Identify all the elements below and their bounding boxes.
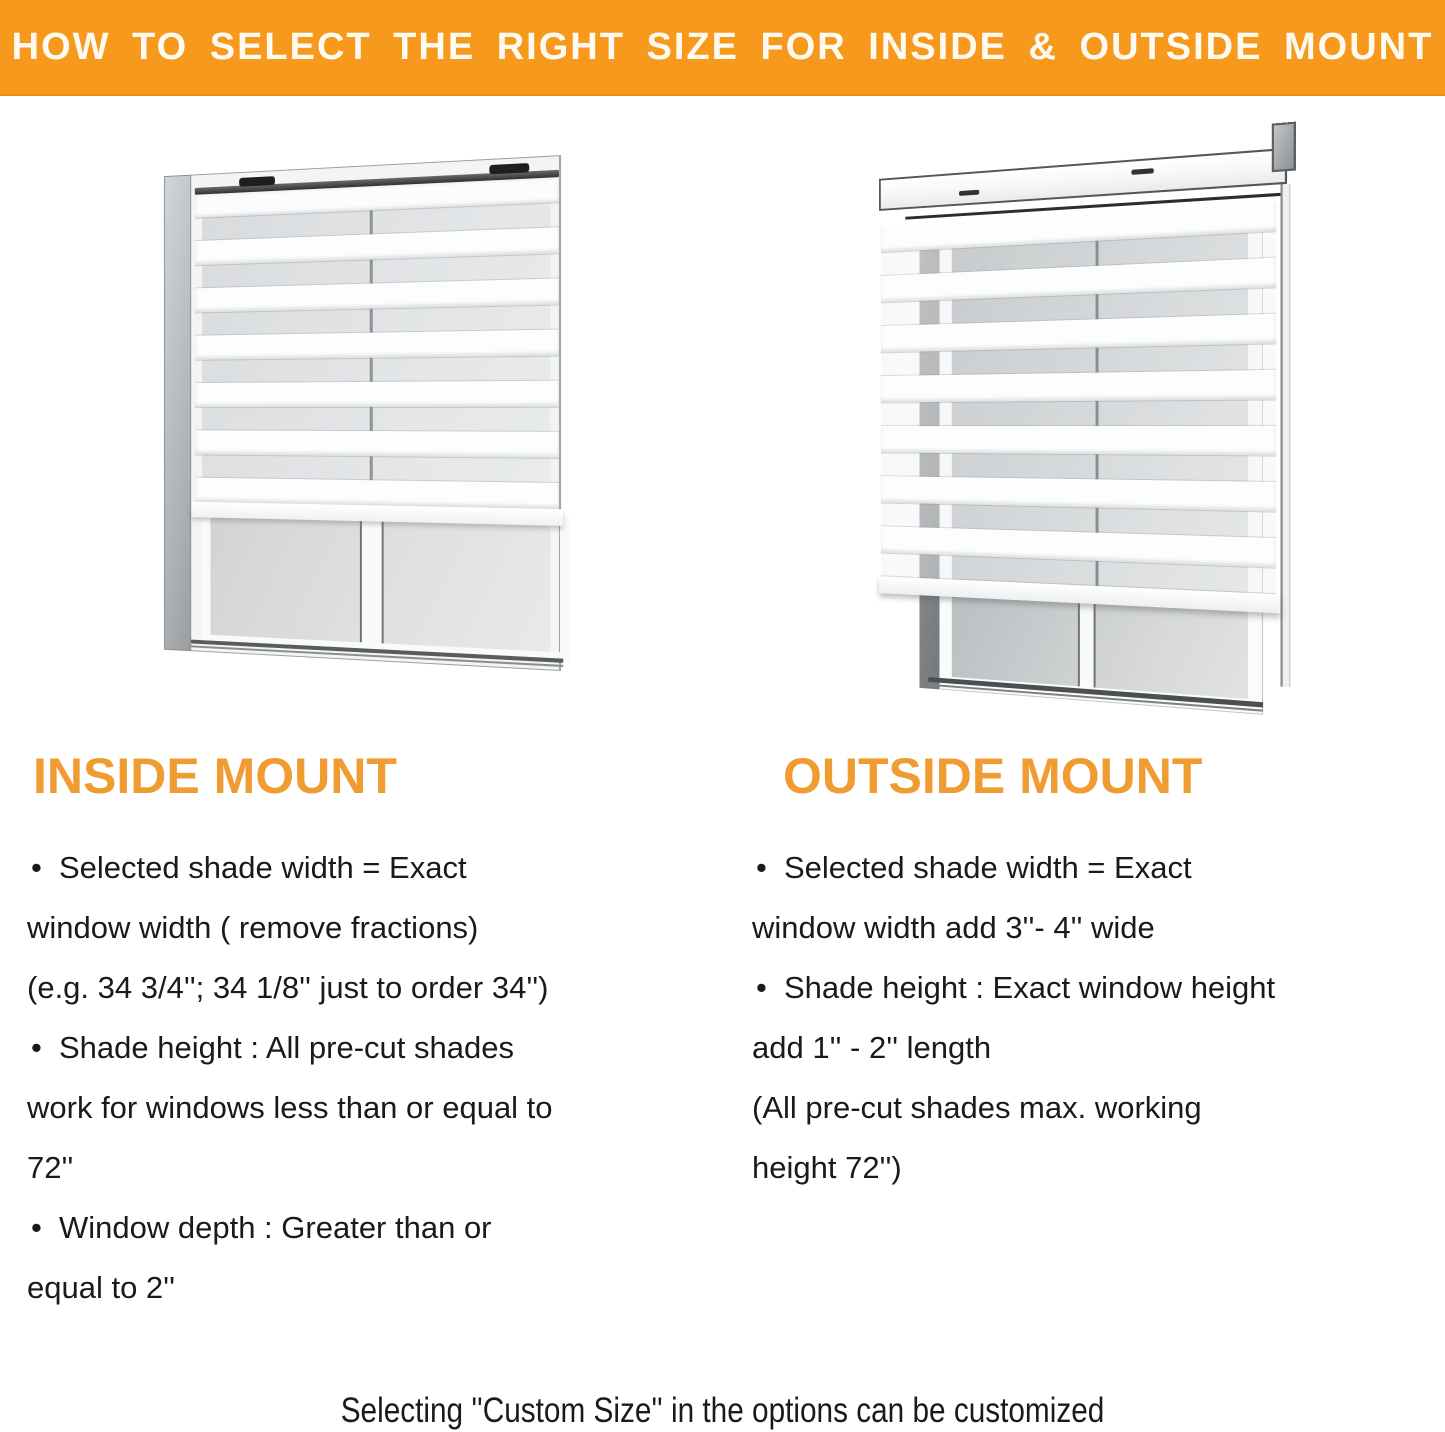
lower-pane-frame	[202, 509, 569, 662]
bullet-marker: •	[756, 850, 767, 885]
bullet-line: equal to 2''	[27, 1270, 176, 1305]
screw-slot-icon	[959, 190, 979, 196]
outside-mount-illustration	[862, 140, 1286, 715]
zebra-stripe-opaque	[195, 381, 559, 407]
bullet-line: window width add 3''- 4'' wide	[752, 910, 1155, 945]
window-left-jamb	[164, 175, 191, 652]
zebra-stripe-opaque	[881, 426, 1276, 456]
bullet-text: Selected shade width = Exact	[59, 850, 467, 885]
bullet-marker: •	[31, 850, 42, 885]
bullet-line: 72''	[27, 1150, 74, 1185]
zebra-stripe-opaque	[195, 430, 559, 458]
mounting-bracket-icon	[489, 163, 529, 174]
screw-slot-icon	[1131, 168, 1153, 175]
bullet-text: Shade height : Exact window height	[784, 970, 1276, 1005]
bullet-text: Selected shade width = Exact	[784, 850, 1192, 885]
bullet-text: Shade height : All pre-cut shades	[59, 1030, 514, 1065]
bullet-text: Window depth : Greater than or	[59, 1210, 492, 1245]
center-mullion	[360, 512, 384, 643]
inside-mount-bullets	[27, 838, 727, 1318]
inside-mount-window-3d	[162, 138, 565, 684]
bullet-line: (All pre-cut shades max. working	[752, 1090, 1202, 1125]
mounting-bracket-icon	[239, 176, 275, 187]
bullet-marker: •	[31, 1030, 42, 1065]
bullet-marker: •	[756, 970, 767, 1005]
zebra-stripe-opaque	[881, 370, 1276, 403]
footer-note: Selecting ''Custom Size'' in the options can be customized	[340, 1391, 1105, 1430]
outside-mount-window-3d	[879, 122, 1294, 733]
bullet-line	[27, 1018, 727, 1078]
bullet-line	[27, 838, 727, 898]
zebra-shade	[195, 179, 559, 509]
bullet-line: (e.g. 34 3/4''; 34 1/8'' just to order 34'')	[27, 970, 549, 1005]
header-title: HOW TO SELECT THE RIGHT SIZE FOR INSIDE & OUTSIDE MOUNT	[11, 25, 1434, 68]
inside-mount-heading: INSIDE MOUNT	[33, 748, 397, 804]
bullet-line: work for windows less than or equal to	[27, 1090, 553, 1125]
zebra-shade	[881, 202, 1276, 595]
header-banner	[0, 0, 1445, 96]
bullet-marker: •	[31, 1210, 42, 1245]
zebra-stripe-sheer	[195, 407, 559, 432]
outside-mount-bullets	[752, 838, 1445, 1198]
zebra-stripe-sheer	[881, 399, 1276, 426]
zebra-stripe-sheer	[195, 356, 559, 383]
headrail-end-cap	[1272, 122, 1296, 173]
inside-mount-illustration	[150, 150, 560, 672]
bullet-line	[752, 958, 1445, 1018]
bullet-line	[27, 1198, 727, 1258]
bullet-line: window width ( remove fractions)	[27, 910, 479, 945]
side-wall-return	[1280, 184, 1290, 688]
center-mullion	[1078, 592, 1096, 687]
bullet-line: height 72'')	[752, 1150, 902, 1185]
outside-mount-heading: OUTSIDE MOUNT	[783, 748, 1203, 804]
bullet-line: add 1'' - 2'' length	[752, 1030, 992, 1065]
bullet-line	[752, 838, 1445, 898]
